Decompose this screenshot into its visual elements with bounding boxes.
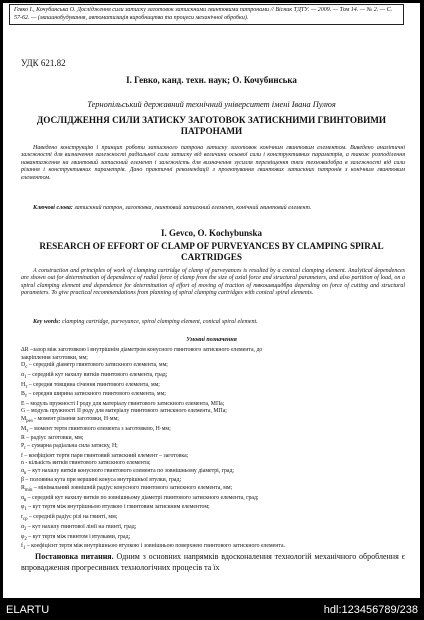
- notation-item: ΔR –зазор між заготовкою і внутрішнім діаметром конусного гвинтового затискного елемента, до: [21, 347, 263, 353]
- keywords-text-ua: затискний патрон, заготовка, гвинтовий затискний елемент, конічний гвинтовий елемент.: [72, 205, 312, 211]
- notation-list: [21, 347, 405, 553]
- notation-item: закріплення заготовки, мм;: [21, 354, 88, 361]
- notation-item: $\alpha_к$ – кут нахилу витків конусного гвинтового елемента по зовнішньому діаметрі, град;: [21, 467, 235, 476]
- notation-item: $D_с$ – середній діаметр гвинтового затискного елемента, мм;: [21, 362, 168, 371]
- notation-item: $r_{ср}$ – середній радіус різі на гвинті, мм;: [21, 514, 118, 523]
- title-ua: ДОСЛІДЖЕННЯ СИЛИ ЗАТИСКУ ЗАГОТОВОК ЗАТИСКНИМИ ГВИНТОВИМИ ПАТРОНАМИ: [36, 115, 387, 136]
- keywords-text-en: clamping cartridge, purveyance, spiral clamping element, conical spiral element.: [60, 319, 258, 325]
- keywords-ua: [21, 205, 405, 212]
- abstract-ua: Наведено конструкцію і принцип роботи затискного патрона затиску заготовок конічним гвинтовим елементом. Виведено аналітичні залежності для визначення залежності радіальної сили затиску від величини осьової сили і конструктивних параметрів, а також розподілення навантаження на гвинтовий затискний елемент і залежність для визначення зусилля переміщення тяги техновидобра в залежності від сили різання і конструктивних параметрів. Дано практичні рекомендації з проектування гвинтових затискних патронів з конічним гвинтовим елементом.: [21, 145, 405, 181]
- notation-item: $P_r$ – сумарна радіальна сила затиску, Н;: [21, 442, 118, 452]
- affiliation-ua: Тернопільський державний технічний університет імені Івана Пулюя: [87, 100, 336, 109]
- notation-item: $M_{рез}$ - момент різання заготовки, Н·мм;: [21, 416, 119, 425]
- notation-item: $\varphi_2$ – кут тертя між гвинтом і втулками, град;: [21, 533, 131, 542]
- notation-item: $R_{min}$ – мінімальний зовнішній радіус конусного гвинтового затискного елемента, мм;: [21, 485, 233, 494]
- notation-item: $f_1$ – коефіцієнт тертя між внутрішньою втулкою і зовнішньою поверхнею гвинтового затискного елемента.: [21, 543, 285, 552]
- citation-box: Гевко І., Кочубинська О. Дослідження сили затиску заготовок затискними гвинтовими патронами // Вісник ТДТУ. — 2009. — Том 14. — № 2. — С. 57-62. — (машинобудування, автоматизація виробництва та процеси механічної обробки).: [9, 4, 404, 25]
- notation-item: β – половина кута при вершині конуса внутрішньої втулки, град;: [21, 477, 182, 484]
- title-en: RESEARCH OF EFFORT OF CLAMP OF PURVEYANCES BY CLAMPING SPIRAL CARTRIDGES: [39, 241, 384, 262]
- notation-item: $\alpha_2$ – кут нахилу гвинтової лінії на гвинті, град;: [21, 523, 137, 532]
- notation-item: $H_т$ – середня товщина січення гвинтового елемента, мм;: [21, 381, 160, 390]
- notation-item: n - кількість витків гвинтового затискного елемента;: [21, 460, 151, 467]
- udk-code: УДК 621.82: [21, 58, 66, 68]
- notation-heading: Умовні позначення: [186, 337, 237, 343]
- keywords-en: [21, 319, 405, 326]
- authors-ua: І. Гевко, канд. техн. наук; О. Кочубинська: [126, 75, 297, 85]
- keywords-label-ua: Ключові слова:: [33, 205, 73, 211]
- notation-item: $B_т$ – середня ширина затискного гвинтового елемента, мм;: [21, 391, 166, 400]
- document-page: [3, 3, 420, 598]
- notation-item: G – модуль пружності II роду для матеріалу гвинтового затискного елемента, МПа;: [21, 408, 227, 415]
- body-text: Одним з основних напрямків вдосконалення технологій механічного оброблення є впровадження прогресивних технологічних процесів та їх: [21, 552, 406, 572]
- footer-repository-label: ELARTU: [6, 604, 50, 616]
- notation-item: $\alpha_в$ – середній кут нахилу витків по зовнішньому діаметрі гвинтового затискного елемента, град;: [21, 494, 259, 503]
- footer-handle: hdl:123456789/238: [323, 604, 418, 616]
- notation-item: f – коефіцієнт тертя пари гвинтовий затискний елемент – заготовка;: [21, 452, 189, 459]
- authors-en: I. Gevco, O. Kochybunska: [160, 228, 263, 238]
- abstract-en: A construction and principles of work of clamping cartridge of clamp of purveyances is resulted by a conical clamping element. Analytical dependences are shown out for determination of dependence of radial force of clamp from the size of axial force and structural parameters, and also partition of load, on a spiral clamping element and dependence for determination of effort of moving of traction of твкошвщидбра depending on force of cutting and structural parameters. To give practical recommendations from planning of spiral clamping cartridges with conical spiral elements.: [21, 268, 405, 297]
- body-paragraph: [21, 551, 405, 573]
- keywords-label-en: Key words:: [33, 319, 61, 325]
- notation-item: R – радіус заготовки, мм;: [21, 435, 84, 442]
- body-lead: Постановка питання.: [35, 552, 114, 561]
- notation-item: $M_т$ – момент тертя гвинтового елемента з заготовкою, Н·мм;: [21, 425, 171, 434]
- notation-item: E – модуль пружності I роду для матеріалу гвинтового затискного елемента, МПа;: [21, 400, 225, 407]
- footer-bar: [0, 600, 424, 620]
- notation-item: $\varphi_1$ – кут тертя між внутрішньою втулкою і гвинтовим затискним елементом;: [21, 504, 210, 513]
- notation-item: $\alpha_1$ – середній кут нахилу витків гвинтового елемента, град;: [21, 371, 168, 380]
